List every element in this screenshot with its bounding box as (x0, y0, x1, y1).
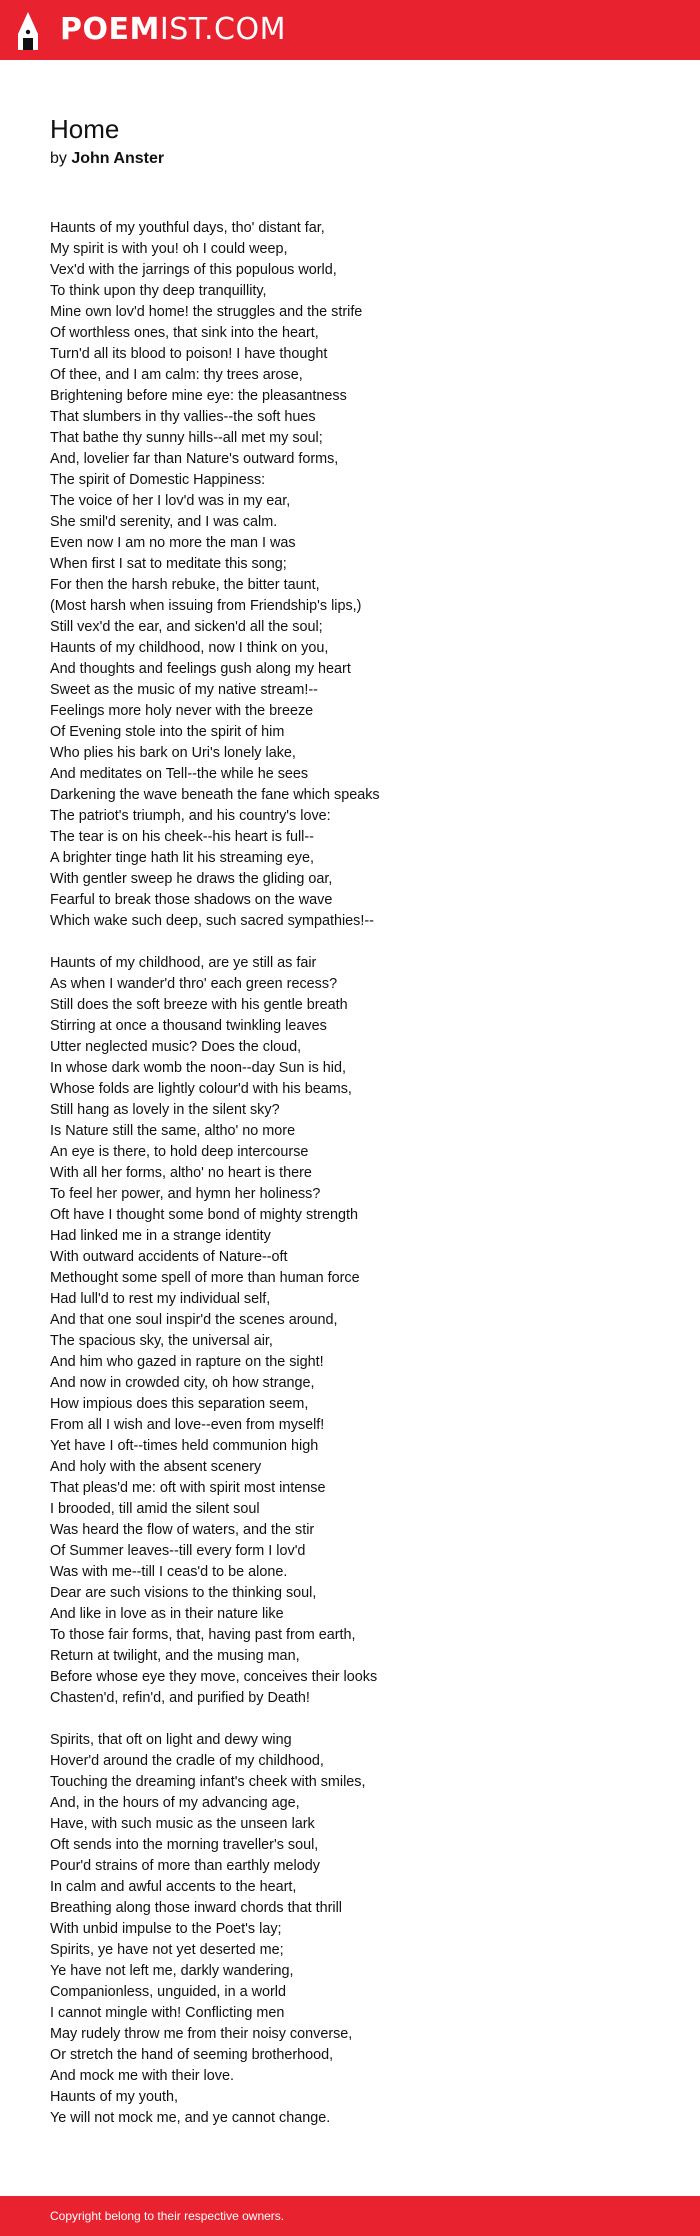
brand-thin: IST.COM (159, 12, 286, 47)
poem-line: From all I wish and love--even from myself! (50, 1417, 325, 1433)
poem-line: May rudely throw me from their noisy converse, (50, 2026, 353, 2042)
poem-line: And thoughts and feelings gush along my heart (50, 661, 351, 677)
site-footer (0, 2196, 700, 2236)
poem-line: Haunts of my youth, (50, 2089, 178, 2105)
poem-line: An eye is there, to hold deep intercourse (50, 1144, 309, 1160)
poem-line: And like in love as in their nature like (50, 1606, 284, 1622)
poem-title: Home (50, 114, 120, 144)
poem-line: Spirits, ye have not yet deserted me; (50, 1942, 284, 1958)
poem-line: To feel her power, and hymn her holiness? (50, 1186, 321, 1202)
poem-line: With all her forms, altho' no heart is there (50, 1165, 312, 1181)
site-header (0, 0, 700, 60)
poem-line: In whose dark womb the noon--day Sun is hid, (50, 1060, 346, 1076)
poem-line: Was heard the flow of waters, and the stir (50, 1522, 315, 1538)
poem-line: Return at twilight, and the musing man, (50, 1648, 300, 1664)
poem-line: Of Summer leaves--till every form I lov'd (50, 1543, 306, 1559)
author-link[interactable]: John Anster (71, 150, 165, 167)
poem-line: Chasten'd, refin'd, and purified by Death! (50, 1690, 310, 1706)
poem-line: Fearful to break those shadows on the wave (50, 892, 333, 908)
poem-line: Which wake such deep, such sacred sympathies!-- (50, 913, 374, 929)
poem-line: That bathe thy sunny hills--all met my soul; (50, 430, 323, 446)
stanza (50, 953, 650, 1709)
poem-line: To those fair forms, that, having past from earth, (50, 1627, 356, 1643)
copyright-text: Copyright belong to their respective owners. (50, 2209, 285, 2223)
poem-line: And, in the hours of my advancing age, (50, 1795, 300, 1811)
poem-line: Haunts of my youthful days, tho' distant far, (50, 220, 325, 236)
poem-line: Was with me--till I ceas'd to be alone. (50, 1564, 288, 1580)
poem-line: Oft sends into the morning traveller's soul, (50, 1837, 319, 1853)
poem-line: Have, with such music as the unseen lark (50, 1816, 315, 1832)
poem-line: Ye will not mock me, and ye cannot change. (50, 2110, 331, 2126)
poem-line: To think upon thy deep tranquillity, (50, 283, 267, 299)
poem-line: Stirring at once a thousand twinkling leaves (50, 1018, 327, 1034)
poem-line: That pleas'd me: oft with spirit most intense (50, 1480, 326, 1496)
poem-body (50, 218, 650, 2150)
poem-line: And mock me with their love. (50, 2068, 234, 2084)
brand-bold: POEM (60, 12, 160, 47)
poem-line: And meditates on Tell--the while he sees (50, 766, 309, 782)
poem-line: Still does the soft breeze with his gentle breath (50, 997, 348, 1013)
poem-line: Pour'd strains of more than earthly melody (50, 1858, 320, 1874)
poem-line: Of thee, and I am calm: thy trees arose, (50, 367, 303, 383)
poem-heading (50, 112, 650, 170)
poem-line: Had lull'd to rest my individual self, (50, 1291, 271, 1307)
poem-line: She smil'd serenity, and I was calm. (50, 514, 278, 530)
stanza (50, 218, 650, 932)
poem-line: Darkening the wave beneath the fane which speaks (50, 787, 380, 803)
poem-line: With gentler sweep he draws the gliding oar, (50, 871, 333, 887)
poem-line: Mine own lov'd home! the struggles and the strife (50, 304, 363, 320)
poem-line: As when I wander'd thro' each green recess? (50, 976, 338, 992)
poem-line: Vex'd with the jarrings of this populous world, (50, 262, 337, 278)
poem-line: Oft have I thought some bond of mighty strength (50, 1207, 358, 1223)
poem-line: Yet have I oft--times held communion high (50, 1438, 319, 1454)
poem-line: Haunts of my childhood, now I think on you, (50, 640, 329, 656)
poem-line: Breathing along those inward chords that thrill (50, 1900, 342, 1916)
poem-line: Utter neglected music? Does the cloud, (50, 1039, 302, 1055)
poem-line: Or stretch the hand of seeming brotherhood, (50, 2047, 334, 2063)
poem-line: With unbid impulse to the Poet's lay; (50, 1921, 282, 1937)
poem-line: I cannot mingle with! Conflicting men (50, 2005, 285, 2021)
poem-line: I brooded, till amid the silent soul (50, 1501, 260, 1517)
byline (50, 148, 650, 170)
poem-line: In calm and awful accents to the heart, (50, 1879, 297, 1895)
poem-line: Companionless, unguided, in a world (50, 1984, 286, 2000)
poem-line: Ye have not left me, darkly wandering, (50, 1963, 294, 1979)
poem-line: And now in crowded city, oh how strange, (50, 1375, 315, 1391)
poem-line: How impious does this separation seem, (50, 1396, 309, 1412)
poem-line: Methought some spell of more than human force (50, 1270, 360, 1286)
poem-line: Had linked me in a strange identity (50, 1228, 271, 1244)
poem-line: A brighter tinge hath lit his streaming eye, (50, 850, 314, 866)
poem-line: That slumbers in thy vallies--the soft hues (50, 409, 316, 425)
poem-line: The voice of her I lov'd was in my ear, (50, 493, 291, 509)
poem-line: Still hang as lovely in the silent sky? (50, 1102, 280, 1118)
poem-line: The tear is on his cheek--his heart is full-- (50, 829, 314, 845)
poem-line: (Most harsh when issuing from Friendship's lips,) (50, 598, 362, 614)
poem-line: Brightening before mine eye: the pleasantness (50, 388, 347, 404)
poem-line: Of worthless ones, that sink into the heart, (50, 325, 319, 341)
site-logo[interactable] (60, 11, 286, 49)
poem-line: With outward accidents of Nature--oft (50, 1249, 288, 1265)
by-label: by (50, 150, 67, 167)
poem-line: My spirit is with you! oh I could weep, (50, 241, 288, 257)
poem-line: Before whose eye they move, conceives their looks (50, 1669, 378, 1685)
poem-line: For then the harsh rebuke, the bitter taunt, (50, 577, 320, 593)
poem-line: Sweet as the music of my native stream!-- (50, 682, 318, 698)
poem-line: Who plies his bark on Uri's lonely lake, (50, 745, 296, 761)
poem-line: Is Nature still the same, altho' no more (50, 1123, 296, 1139)
poem-line: Still vex'd the ear, and sicken'd all the soul; (50, 619, 323, 635)
poem-line: When first I sat to meditate this song; (50, 556, 287, 572)
poem-line: The patriot's triumph, and his country's love: (50, 808, 331, 824)
poem-line: Even now I am no more the man I was (50, 535, 296, 551)
poem-line: Spirits, that oft on light and dewy wing (50, 1732, 292, 1748)
poem-line: Turn'd all its blood to poison! I have thought (50, 346, 328, 362)
poem-line: Haunts of my childhood, are ye still as fair (50, 955, 317, 971)
poem-line: The spacious sky, the universal air, (50, 1333, 273, 1349)
poem-line: Feelings more holy never with the breeze (50, 703, 314, 719)
poem-line: And holy with the absent scenery (50, 1459, 262, 1475)
poem-line: Touching the dreaming infant's cheek with smiles, (50, 1774, 366, 1790)
quill-nib-icon[interactable] (16, 12, 40, 50)
poem-line: Hover'd around the cradle of my childhood, (50, 1753, 324, 1769)
poem-line: Whose folds are lightly colour'd with his beams, (50, 1081, 352, 1097)
stanza (50, 1730, 650, 2129)
poem-line: And him who gazed in rapture on the sight! (50, 1354, 324, 1370)
poem-line: And that one soul inspir'd the scenes around, (50, 1312, 338, 1328)
poem-line: And, lovelier far than Nature's outward forms, (50, 451, 339, 467)
poem-line: Dear are such visions to the thinking soul, (50, 1585, 317, 1601)
poem-line: Of Evening stole into the spirit of him (50, 724, 285, 740)
poem-line: The spirit of Domestic Happiness: (50, 472, 266, 488)
